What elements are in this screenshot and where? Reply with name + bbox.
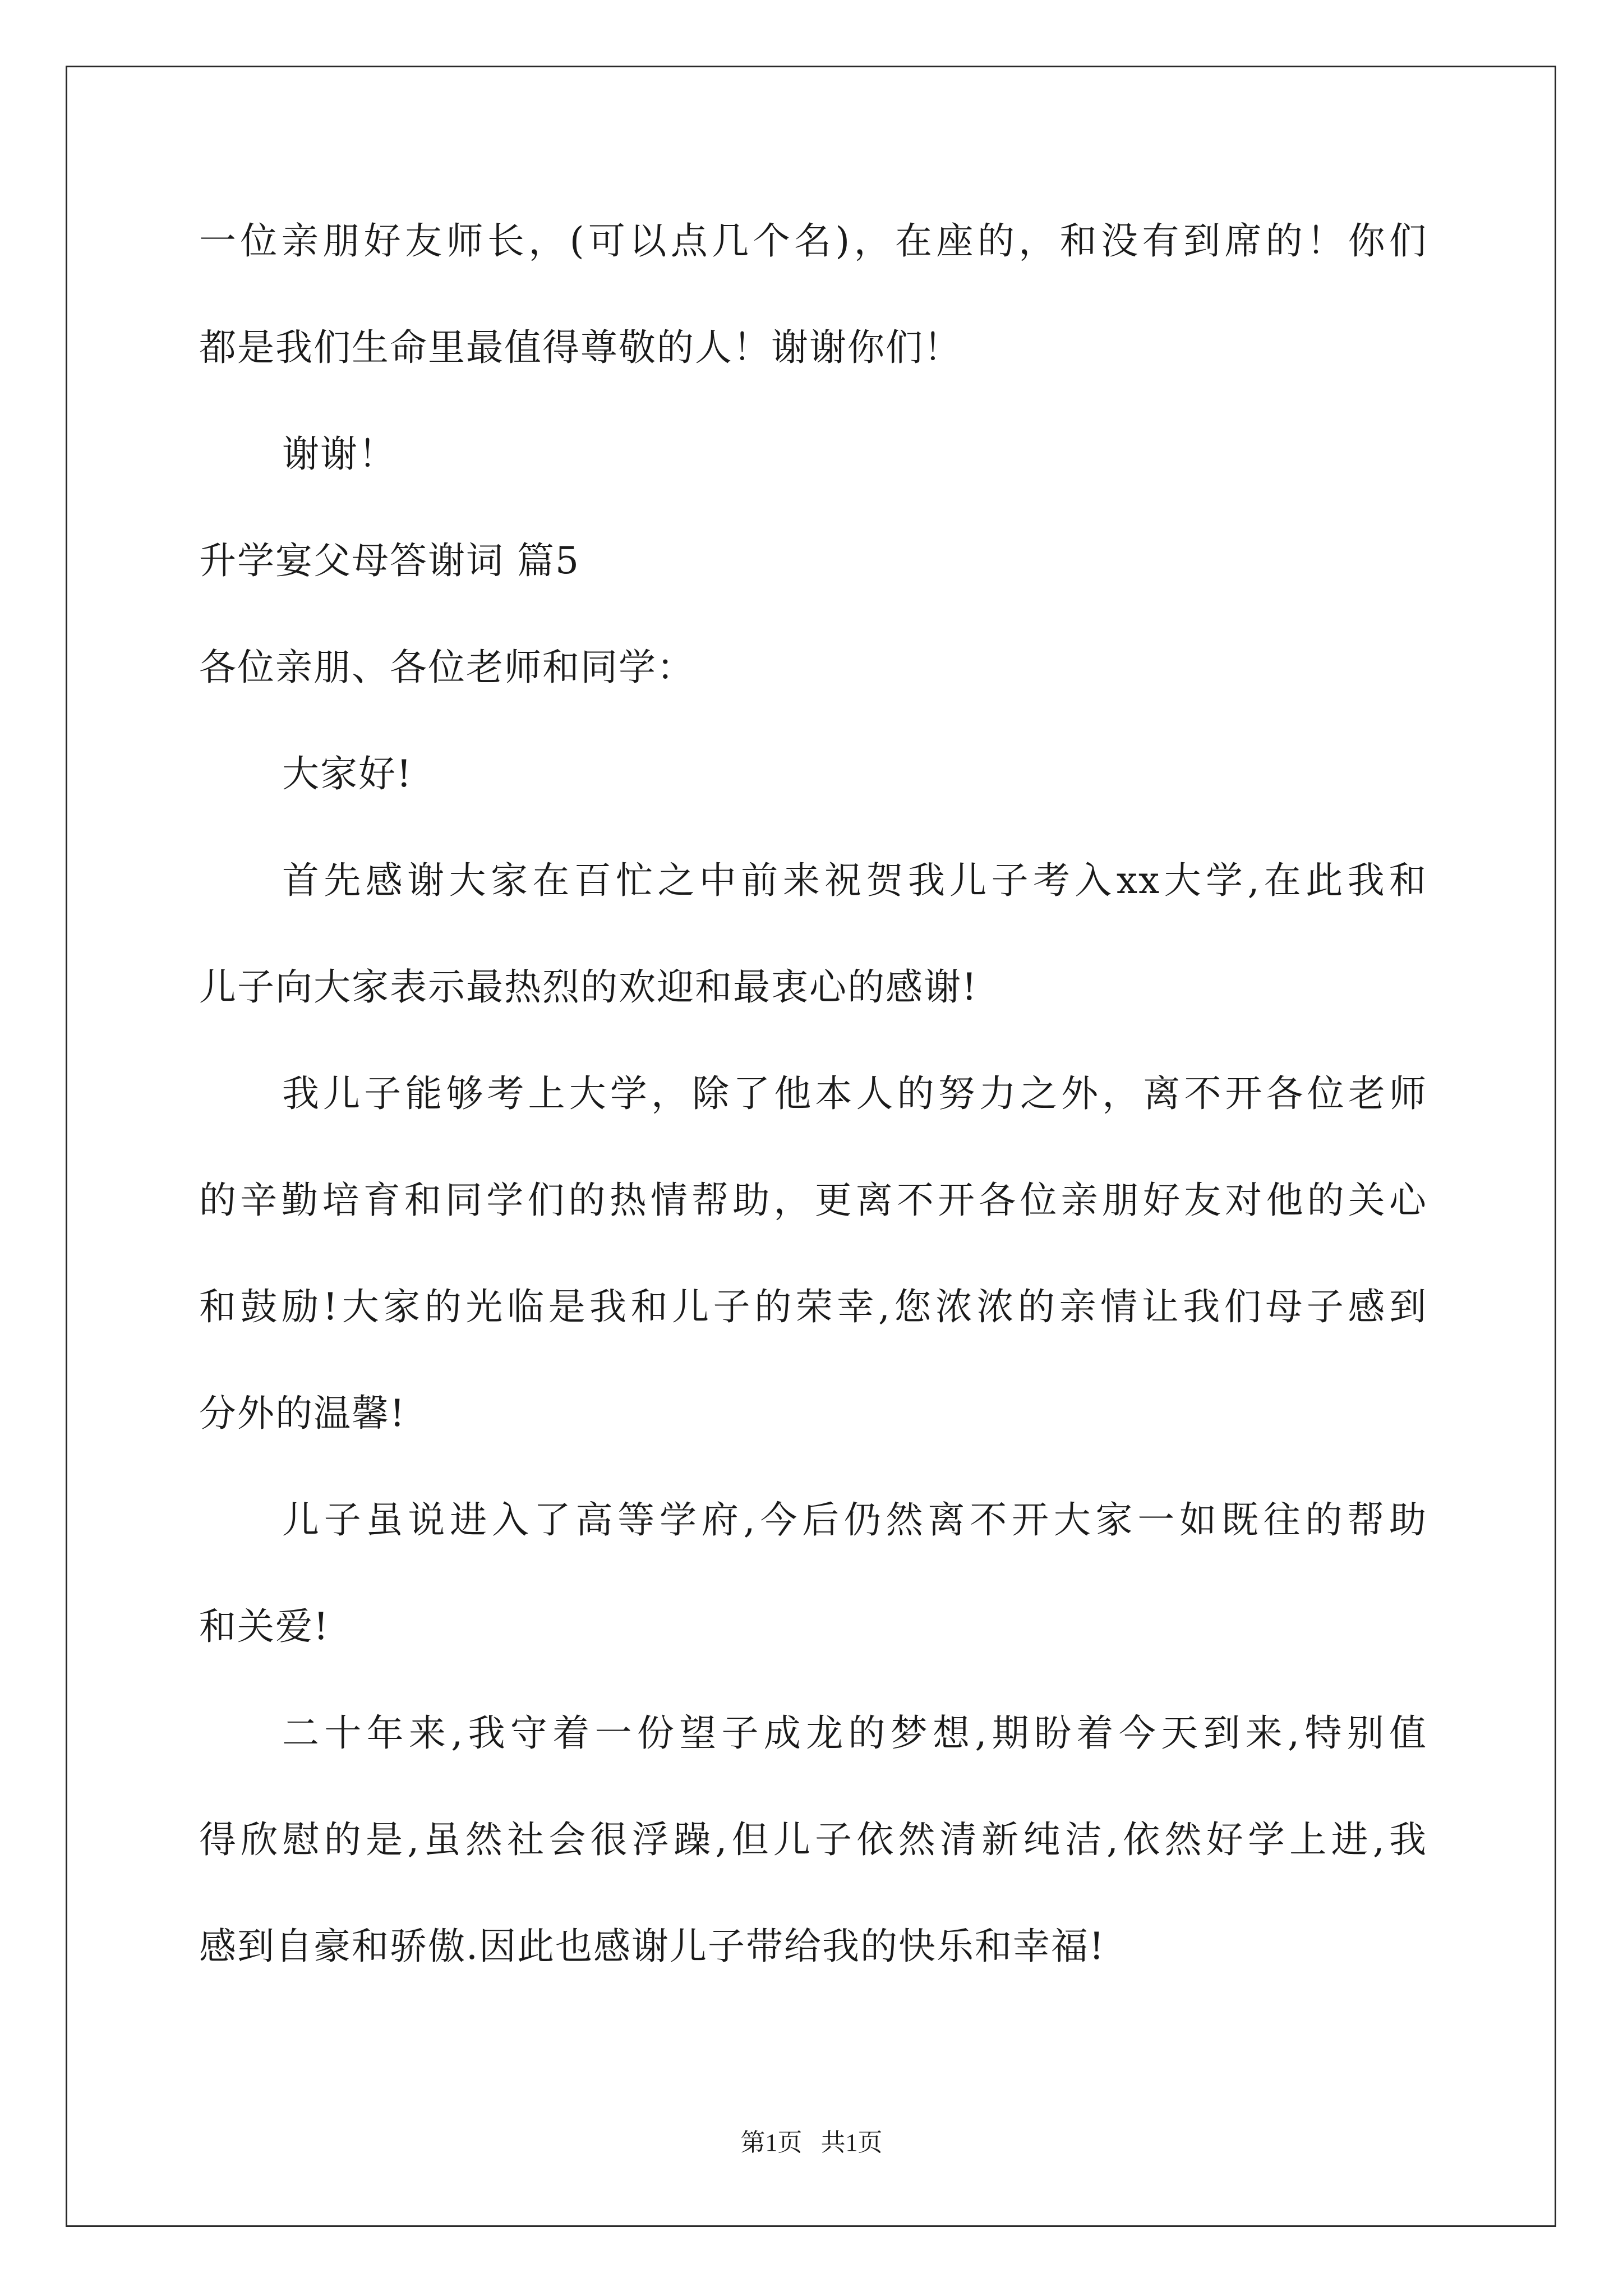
text-line: 儿子向大家表示最热烈的欢迎和最衷心的感谢! [199, 965, 978, 1009]
salutation: 各位亲朋、各位老师和同学： [199, 646, 695, 689]
text-line: 分外的温馨! [199, 1392, 406, 1435]
page-footer: 第1页 共1页 [740, 2129, 883, 2156]
text-line: 感到自豪和骄傲.因此也感谢儿子带给我的快乐和幸福! [199, 1925, 1105, 1968]
text-line: 都是我们生命里最值得尊敬的人！谢谢你们！ [199, 326, 962, 369]
text-line: 和鼓励!大家的光临是我和儿子的荣幸,您浓浓的亲情让我们母子感到 [199, 1285, 1427, 1328]
section-heading: 升学宴父母答谢词 篇5 [199, 539, 580, 582]
page-border [66, 66, 1556, 2227]
text-line: 首先感谢大家在百忙之中前来祝贺我儿子考入xx大学,在此我和 [282, 859, 1427, 902]
text-line: 我儿子能够考上大学，除了他本人的努力之外，离不开各位老师 [282, 1072, 1427, 1115]
text-line: 儿子虽说进入了高等学府,今后仍然离不开大家一如既往的帮助 [282, 1498, 1427, 1542]
text-line: 大家好! [282, 752, 413, 795]
text-line: 和关爱! [199, 1605, 330, 1648]
text-line: 得欣慰的是,虽然社会很浮躁,但儿子依然清新纯洁,依然好学上进,我 [199, 1818, 1427, 1861]
text-line: 二十年来,我守着一份望子成龙的梦想,期盼着今天到来,特别值 [282, 1711, 1427, 1755]
text-line: 一位亲朋好友师长，(可以点几个名)，在座的，和没有到席的！你们 [199, 219, 1427, 263]
text-line: 谢谢！ [282, 432, 396, 476]
text-line: 的辛勤培育和同学们的热情帮助，更离不开各位亲朋好友对他的关心 [199, 1179, 1427, 1222]
